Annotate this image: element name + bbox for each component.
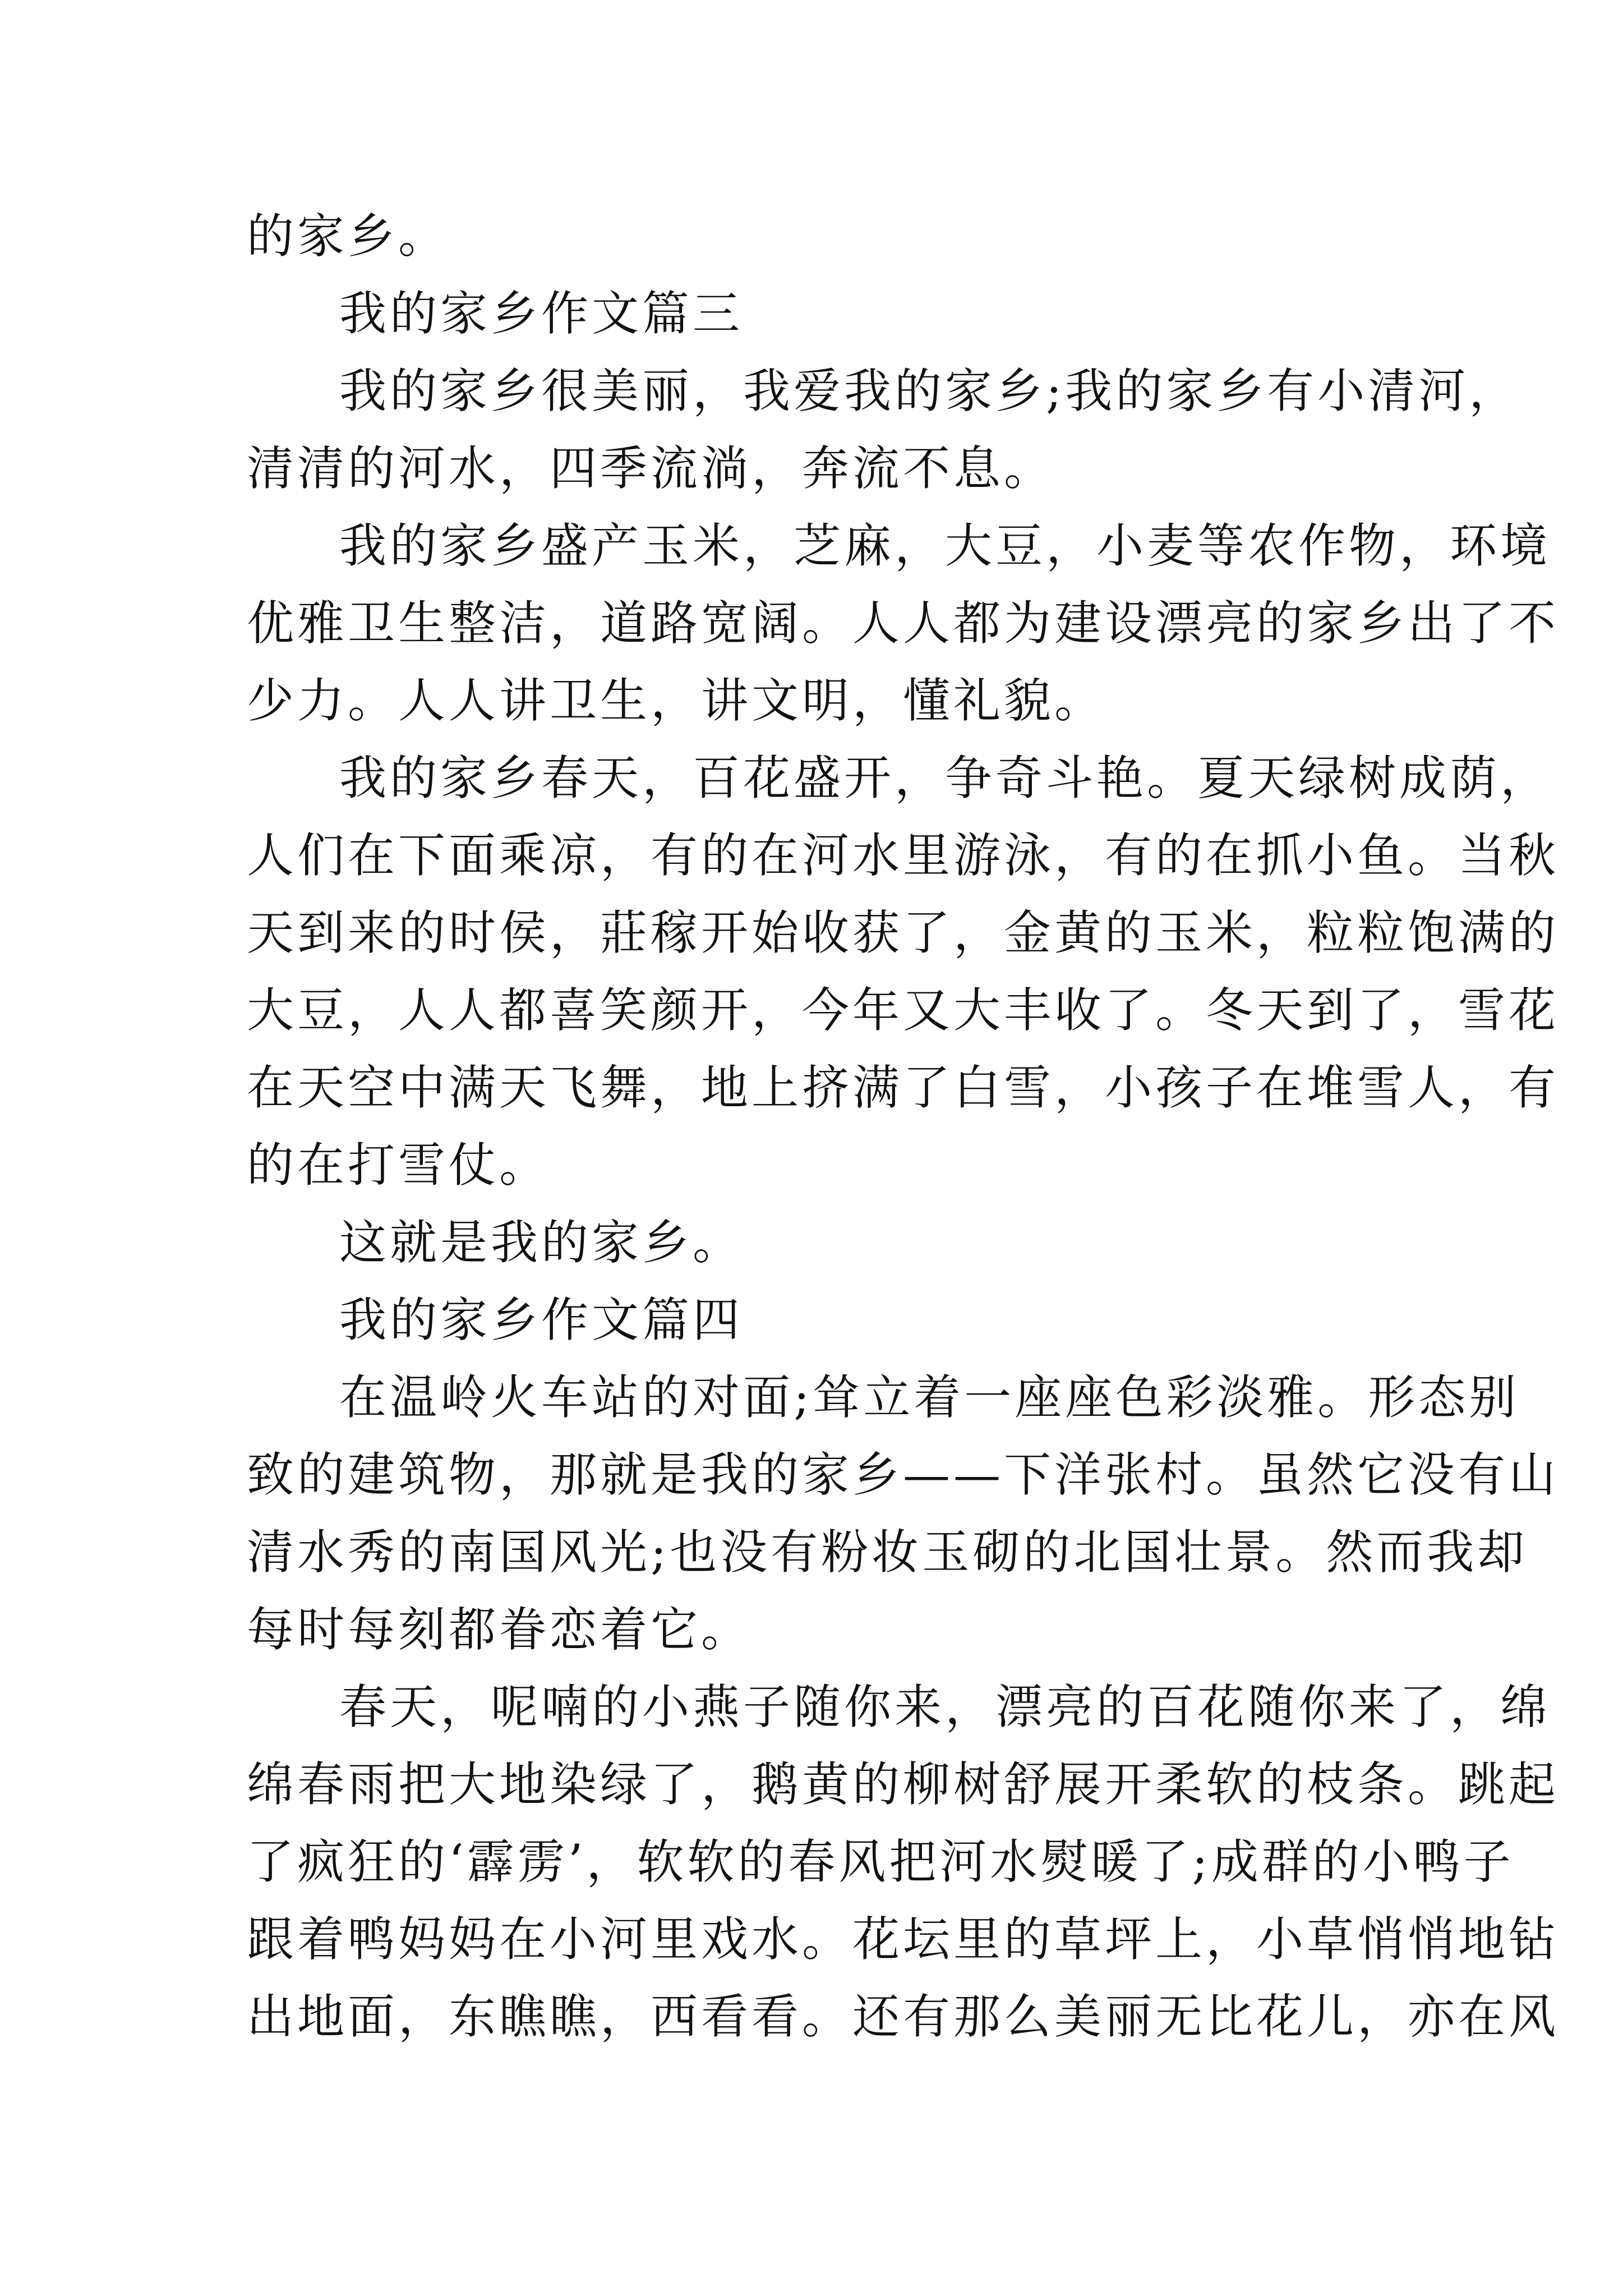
section-heading: 我的家乡作文篇三 [339,286,744,341]
text-line: 每时每刻都眷恋着它。 [247,1602,752,1657]
text-line: 出地面，东瞧瞧，西看看。还有那么美丽无比花儿，亦在风 [247,1989,1560,2044]
section-heading: 我的家乡作文篇四 [339,1292,744,1347]
text-line: 大豆，人人都喜笑颜开，今年又大丰收了。冬天到了，雪花 [247,983,1560,1038]
text-line: 在温岭火车站的对面;耸立着一座座色彩淡雅。形态别 [339,1370,1520,1425]
text-line: 我的家乡很美丽，我爱我的家乡;我的家乡有小清河， [339,364,1520,418]
text-line: 了疯狂的‘霹雳’，软软的春风把河水熨暖了;成群的小鸭子 [247,1834,1514,1889]
text-line: 致的建筑物，那就是我的家乡——下洋张村。虽然它没有山 [247,1447,1560,1502]
text-line: 在天空中满天飞舞，地上挤满了白雪，小孩子在堆雪人，有 [247,1060,1560,1115]
text-line: 的家乡。 [247,209,449,264]
text-line: 优雅卫生整洁，道路宽阔。人人都为建设漂亮的家乡出了不 [247,596,1560,651]
text-line: 清水秀的南国风光;也没有粉妆玉砌的北国壮景。然而我却 [247,1525,1528,1580]
text-line: 我的家乡春天，百花盛开，争奇斗艳。夏天绿树成荫， [339,751,1551,806]
text-line: 的在打雪仗。 [247,1138,550,1193]
document-body [247,197,1560,2055]
text-line: 绵春雨把大地染绿了，鹅黄的柳树舒展开柔软的枝条。跳起 [247,1757,1560,1812]
text-line: 这就是我的家乡。 [339,1215,744,1270]
text-line: 人们在下面乘凉，有的在河水里游泳，有的在抓小鱼。当秋 [247,828,1560,883]
text-line: 跟着鸭妈妈在小河里戏水。花坛里的草坪上，小草悄悄地钻 [247,1912,1560,1967]
text-line: 天到来的时侯，莊稼开始收获了，金黄的玉米，粒粒饱满的 [247,905,1560,960]
text-line: 少力。人人讲卫生，讲文明，懂礼貌。 [247,673,1105,728]
text-line: 我的家乡盛产玉米，芝麻，大豆，小麦等农作物，环境 [339,518,1551,573]
text-line: 清清的河水，四季流淌，奔流不息。 [247,441,1055,496]
text-line: 春天，呢喃的小燕子随你来，漂亮的百花随你来了，绵 [339,1680,1551,1734]
